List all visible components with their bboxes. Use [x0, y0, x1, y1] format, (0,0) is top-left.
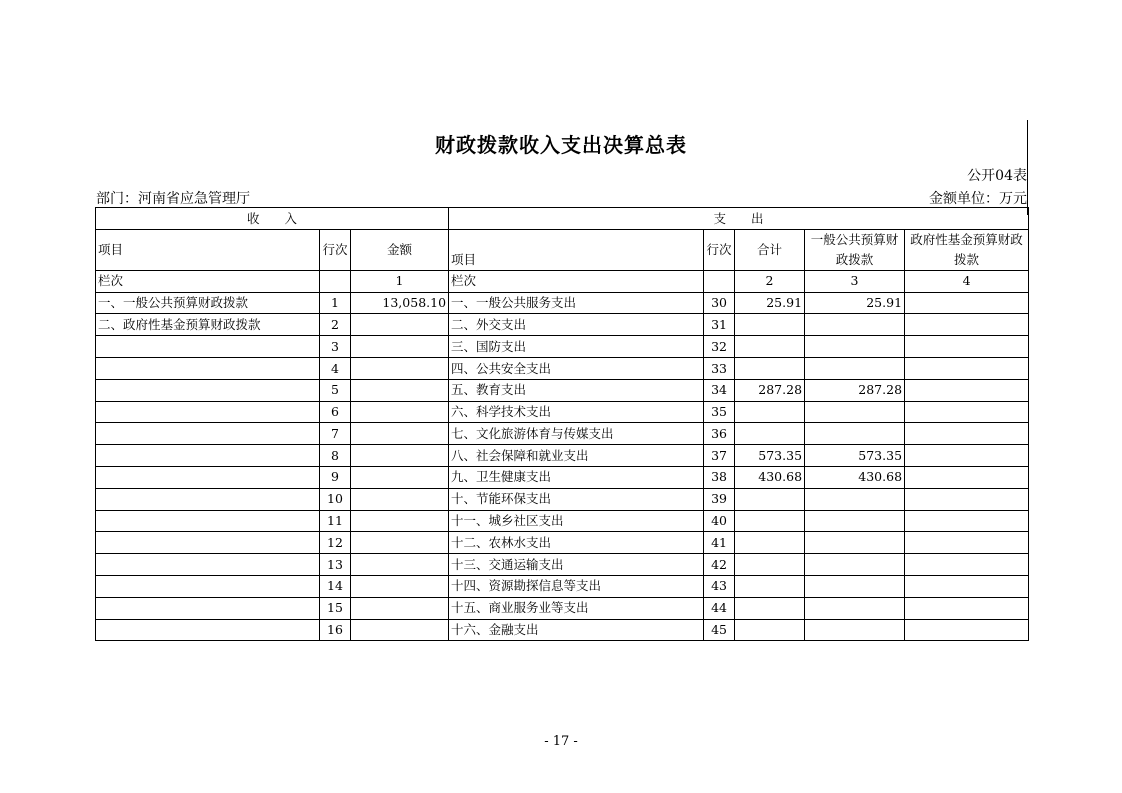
income-item-cell: [96, 466, 320, 488]
line-cell: 9: [320, 466, 351, 488]
expense-line-cell: 43: [704, 575, 735, 597]
amount-cell: [351, 619, 449, 641]
table-row: [96, 357, 1029, 379]
amount-cell: [351, 314, 449, 336]
total-cell: [735, 357, 805, 379]
total-cell: [735, 575, 805, 597]
line-cell: 2: [320, 314, 351, 336]
table-row: [96, 510, 1029, 532]
line-cell: 15: [320, 597, 351, 619]
fund-budget-cell: [905, 357, 1029, 379]
fund-budget-cell: [905, 619, 1029, 641]
expense-line-cell: 30: [704, 292, 735, 314]
line-cell: 7: [320, 423, 351, 445]
fund-budget-cell: [905, 336, 1029, 358]
index-fund: 4: [905, 270, 1029, 292]
table-row: [96, 445, 1029, 467]
general-budget-cell: [805, 401, 905, 423]
income-item-cell: [96, 510, 320, 532]
general-budget-cell: 430.68: [805, 466, 905, 488]
total-cell: 573.35: [735, 445, 805, 467]
line-cell: 13: [320, 554, 351, 576]
table-row: [96, 554, 1029, 576]
total-cell: [735, 488, 805, 510]
expense-item-cell: 五、教育支出: [449, 379, 704, 401]
expense-item-cell: 十五、商业服务业等支出: [449, 597, 704, 619]
general-budget-cell: [805, 423, 905, 445]
fund-budget-cell: [905, 510, 1029, 532]
amount-cell: [351, 488, 449, 510]
expense-line-cell: 39: [704, 488, 735, 510]
income-item-cell: [96, 554, 320, 576]
table-row: [96, 423, 1029, 445]
table-row: [96, 575, 1029, 597]
income-item-cell: 一、一般公共预算财政拨款: [96, 292, 320, 314]
total-cell: [735, 423, 805, 445]
expense-item-cell: 七、文化旅游体育与传媒支出: [449, 423, 704, 445]
fund-budget-cell: [905, 488, 1029, 510]
line-cell: 12: [320, 532, 351, 554]
income-item-cell: 二、政府性基金预算财政拨款: [96, 314, 320, 336]
expense-item-cell: 十六、金融支出: [449, 619, 704, 641]
general-budget-cell: [805, 510, 905, 532]
fund-budget-cell: [905, 597, 1029, 619]
total-cell: [735, 314, 805, 336]
total-cell: 25.91: [735, 292, 805, 314]
amount-cell: [351, 554, 449, 576]
page-number: - 17 -: [544, 734, 578, 749]
income-item-cell: [96, 336, 320, 358]
unit-label: 金额单位：万元: [929, 191, 1027, 207]
general-budget-cell: [805, 532, 905, 554]
fund-budget-cell: [905, 379, 1029, 401]
amount-cell: [351, 445, 449, 467]
expense-line-cell: 44: [704, 597, 735, 619]
income-item-cell: [96, 619, 320, 641]
income-item-cell: [96, 379, 320, 401]
expense-line-cell: 36: [704, 423, 735, 445]
header-line: 行次: [320, 229, 351, 270]
table-row: [96, 619, 1029, 641]
total-cell: [735, 401, 805, 423]
fund-budget-cell: [905, 466, 1029, 488]
table-row: [96, 292, 1029, 314]
general-budget-cell: [805, 619, 905, 641]
general-budget-cell: [805, 336, 905, 358]
amount-cell: [351, 379, 449, 401]
amount-cell: [351, 597, 449, 619]
amount-cell: [351, 466, 449, 488]
department-label: 部门：河南省应急管理厅: [96, 191, 250, 207]
general-budget-cell: [805, 357, 905, 379]
header-amount: 金额: [351, 229, 449, 270]
line-cell: 3: [320, 336, 351, 358]
fund-budget-cell: [905, 292, 1029, 314]
expense-line-cell: 31: [704, 314, 735, 336]
table-row: [96, 466, 1029, 488]
line-cell: 16: [320, 619, 351, 641]
expense-line-cell: 41: [704, 532, 735, 554]
expense-line-cell: 42: [704, 554, 735, 576]
table-row: [96, 488, 1029, 510]
table-row: [96, 314, 1029, 336]
expense-line-cell: 35: [704, 401, 735, 423]
fund-budget-cell: [905, 554, 1029, 576]
income-item-cell: [96, 597, 320, 619]
expense-item-cell: 十三、交通运输支出: [449, 554, 704, 576]
total-cell: [735, 554, 805, 576]
fund-budget-cell: [905, 532, 1029, 554]
table-row: [96, 597, 1029, 619]
amount-cell: [351, 401, 449, 423]
index-amount: 1: [351, 270, 449, 292]
line-cell: 5: [320, 379, 351, 401]
line-cell: 10: [320, 488, 351, 510]
expense-line-cell: 37: [704, 445, 735, 467]
expense-line-cell: 33: [704, 357, 735, 379]
total-cell: [735, 336, 805, 358]
expense-line-cell: 32: [704, 336, 735, 358]
section-header-row: [96, 208, 1029, 230]
fund-budget-cell: [905, 575, 1029, 597]
index-empty: [320, 270, 351, 292]
index-label: 栏次: [96, 270, 320, 292]
expense-item-cell: 一、一般公共服务支出: [449, 292, 704, 314]
total-cell: [735, 597, 805, 619]
total-cell: 430.68: [735, 466, 805, 488]
header-total: 合计: [735, 229, 805, 270]
table-row: [96, 532, 1029, 554]
expense-item-cell: 六、科学技术支出: [449, 401, 704, 423]
header-general-budget: 一般公共预算财政拨款: [805, 229, 905, 270]
general-budget-cell: [805, 575, 905, 597]
income-item-cell: [96, 357, 320, 379]
fund-budget-cell: [905, 314, 1029, 336]
table-row: [96, 401, 1029, 423]
header-exp-item: 项目: [449, 229, 704, 270]
expense-item-cell: 十四、资源勘探信息等支出: [449, 575, 704, 597]
income-item-cell: [96, 423, 320, 445]
general-budget-cell: 25.91: [805, 292, 905, 314]
fund-budget-cell: [905, 445, 1029, 467]
amount-cell: 13,058.10: [351, 292, 449, 314]
general-budget-cell: 573.35: [805, 445, 905, 467]
amount-cell: [351, 532, 449, 554]
expense-line-cell: 38: [704, 466, 735, 488]
form-code: 公开04表: [967, 168, 1027, 184]
income-item-cell: [96, 575, 320, 597]
expense-item-cell: 十、节能环保支出: [449, 488, 704, 510]
expense-item-cell: 八、社会保障和就业支出: [449, 445, 704, 467]
amount-cell: [351, 575, 449, 597]
index-empty: [704, 270, 735, 292]
general-budget-cell: 287.28: [805, 379, 905, 401]
table-row: [96, 336, 1029, 358]
general-budget-cell: [805, 597, 905, 619]
table-row: [96, 379, 1029, 401]
line-cell: 6: [320, 401, 351, 423]
expense-line-cell: 45: [704, 619, 735, 641]
header-item: 项目: [96, 229, 320, 270]
line-cell: 4: [320, 357, 351, 379]
expense-item-cell: 二、外交支出: [449, 314, 704, 336]
total-cell: [735, 619, 805, 641]
line-cell: 8: [320, 445, 351, 467]
expense-item-cell: 十一、城乡社区支出: [449, 510, 704, 532]
header-fund-budget: 政府性基金预算财政拨款: [905, 229, 1029, 270]
index-total: 2: [735, 270, 805, 292]
expense-item-cell: 十二、农林水支出: [449, 532, 704, 554]
amount-cell: [351, 336, 449, 358]
fund-budget-cell: [905, 423, 1029, 445]
expense-section-label: 支 出: [449, 208, 1029, 230]
fund-budget-cell: [905, 401, 1029, 423]
amount-cell: [351, 357, 449, 379]
line-cell: 14: [320, 575, 351, 597]
general-budget-cell: [805, 314, 905, 336]
income-item-cell: [96, 488, 320, 510]
total-cell: 287.28: [735, 379, 805, 401]
page-title: 财政拨款收入支出决算总表: [435, 133, 687, 157]
expense-line-cell: 34: [704, 379, 735, 401]
general-budget-cell: [805, 488, 905, 510]
expense-item-cell: 三、国防支出: [449, 336, 704, 358]
index-exp-label: 栏次: [449, 270, 704, 292]
line-cell: 1: [320, 292, 351, 314]
income-item-cell: [96, 401, 320, 423]
total-cell: [735, 510, 805, 532]
column-header-row: [96, 229, 1029, 270]
income-item-cell: [96, 532, 320, 554]
total-cell: [735, 532, 805, 554]
general-budget-cell: [805, 554, 905, 576]
income-item-cell: [96, 445, 320, 467]
expense-item-cell: 四、公共安全支出: [449, 357, 704, 379]
line-cell: 11: [320, 510, 351, 532]
income-section-label: 收 入: [96, 208, 449, 230]
header-exp-line: 行次: [704, 229, 735, 270]
amount-cell: [351, 510, 449, 532]
expense-line-cell: 40: [704, 510, 735, 532]
amount-cell: [351, 423, 449, 445]
index-general: 3: [805, 270, 905, 292]
expense-item-cell: 九、卫生健康支出: [449, 466, 704, 488]
column-index-row: [96, 270, 1029, 292]
budget-table: [95, 207, 1029, 641]
